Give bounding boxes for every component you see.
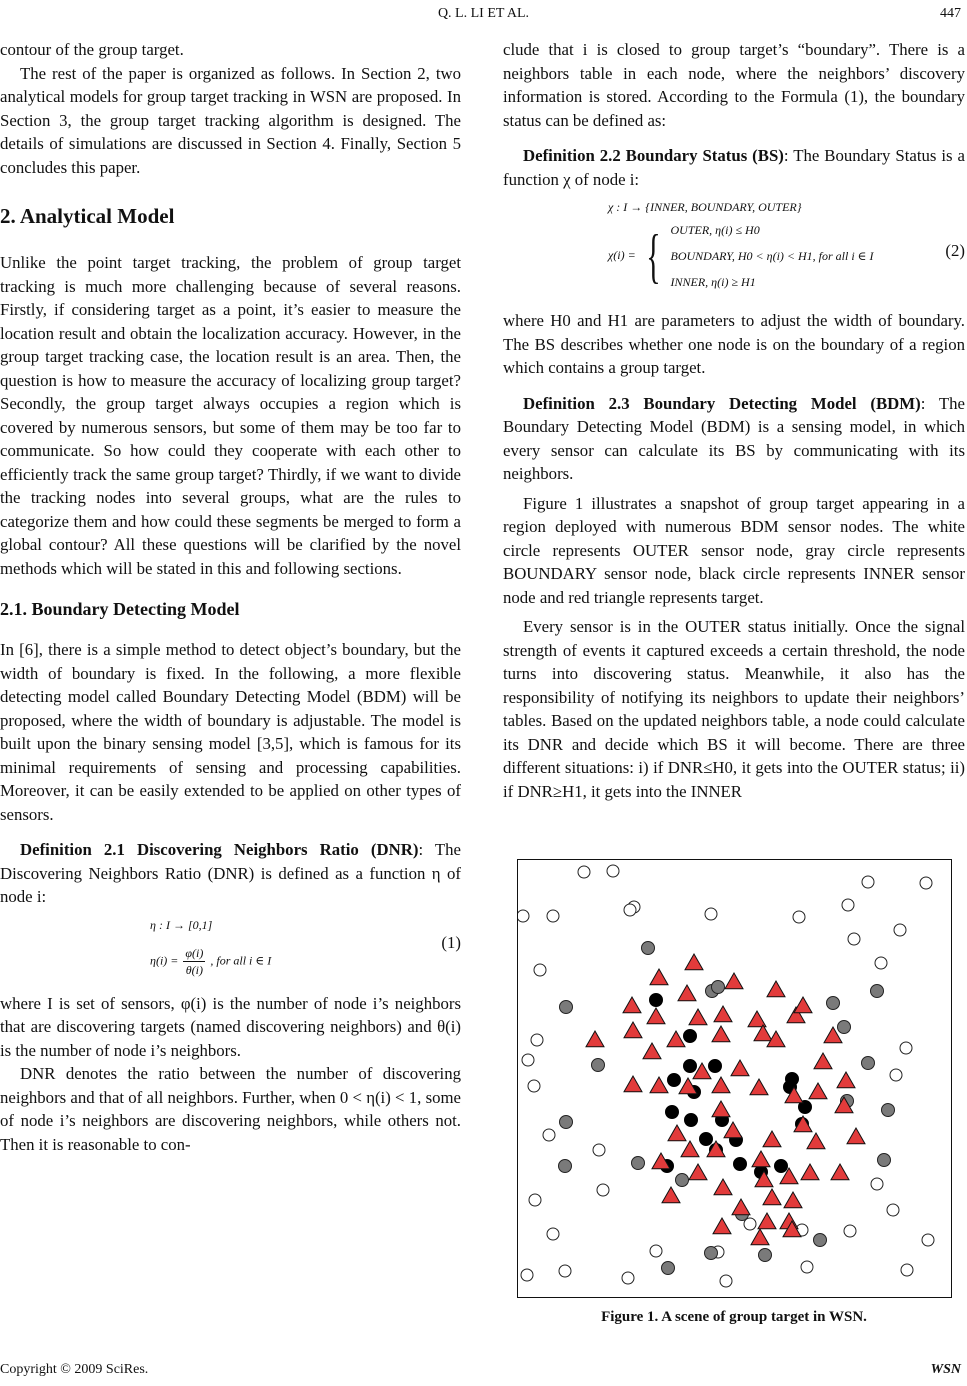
right-column	[503, 38, 965, 803]
outer-sensor-node	[890, 1069, 902, 1081]
boundary-sensor-node	[882, 1104, 895, 1117]
target-triangle	[837, 1072, 855, 1088]
journal-name: WSN	[930, 1362, 961, 1377]
outer-sensor-node	[875, 957, 887, 969]
target-triangle	[689, 1009, 707, 1025]
definition-2-1	[0, 838, 461, 909]
target-triangle	[681, 1141, 699, 1157]
equation-fraction	[183, 945, 205, 978]
target-triangle	[647, 1008, 665, 1024]
inner-sensor-node	[700, 1133, 713, 1146]
equation-number: (1)	[441, 932, 461, 952]
definition-label: Definition 2.3 Boundary Detecting Model (BDM)	[523, 393, 921, 413]
outer-sensor-node	[534, 964, 546, 976]
outer-sensor-node	[650, 1245, 662, 1257]
figure-caption: Figure 1. A scene of group target in WSN.	[601, 1309, 867, 1325]
boundary-sensor-node	[559, 1160, 572, 1173]
target-triangle	[689, 1164, 707, 1180]
target-triangle	[712, 1101, 730, 1117]
target-triangle	[847, 1128, 865, 1144]
boundary-sensor-node	[592, 1059, 605, 1072]
inner-sensor-node	[666, 1106, 679, 1119]
target-triangle	[750, 1079, 768, 1095]
boundary-sensor-node	[662, 1262, 675, 1275]
fraction-numerator: φ(i)	[185, 945, 204, 960]
outer-sensor-node	[920, 877, 932, 889]
outer-sensor-node	[720, 1275, 732, 1287]
equation-2	[608, 199, 965, 295]
boundary-sensor-node	[878, 1154, 891, 1167]
outer-sensor-node	[624, 904, 636, 916]
target-triangle	[732, 1199, 750, 1215]
outer-sensor-node	[801, 1261, 813, 1273]
outer-sensor-node	[518, 910, 529, 922]
target-triangle	[712, 1026, 730, 1042]
running-head: Q. L. LI ET AL.	[437, 6, 530, 21]
outer-sensor-node	[547, 910, 559, 922]
outer-sensor-node	[705, 908, 717, 920]
target-triangle	[623, 997, 641, 1013]
boundary-sensor-node	[642, 942, 655, 955]
equation-number: (2)	[945, 241, 965, 260]
outer-sensor-node	[622, 1272, 634, 1284]
outer-sensor-node	[593, 1144, 605, 1156]
target-triangle	[752, 1151, 770, 1167]
equation-line: η : I → [0,1]	[150, 917, 213, 932]
inner-sensor-node	[685, 1114, 698, 1127]
paragraph: The rest of the paper is organized as follows. In Section 2, two analytical models for group target tracking in WSN are proposed. In Section 3, the group target tracking algorithm is designed. The details of simulations are discussed in Section 4. Finally, Section 5 concludes this paper.	[0, 63, 461, 177]
target-triangle	[712, 1077, 730, 1093]
target-triangle	[801, 1164, 819, 1180]
outer-sensor-node	[531, 1034, 543, 1046]
outer-sensor-node	[901, 1264, 913, 1276]
inner-sensor-node	[775, 1160, 788, 1173]
paragraph: DNR denotes the ratio between the number of discovering neighbors and that of all neighbors. Further, when 0 < η(i) < 1, some of node i’s neighbors are discovering neighbors, while others not. Then it is reasonable to con-	[0, 1064, 461, 1154]
definition-2-2	[503, 144, 965, 191]
target-triangle	[754, 1025, 772, 1041]
target-triangle	[809, 1083, 827, 1099]
subsection-heading: 2.1. Boundary Detecting Model	[0, 599, 240, 619]
boundary-sensor-node	[814, 1234, 827, 1247]
definition-label: Definition 2.2 Boundary Status (BS)	[523, 146, 784, 165]
outer-sensor-node	[528, 1080, 540, 1092]
definition-text: : The Discovering Neighbors Ratio (DNR) is defined as a function η of node i:	[0, 840, 461, 906]
target-triangle	[763, 1131, 781, 1147]
equation-lhs: η(i) =	[150, 952, 179, 967]
target-triangle	[814, 1053, 832, 1069]
boundary-sensor-node	[827, 997, 840, 1010]
outer-sensor-node	[597, 1184, 609, 1196]
definition-2-3	[503, 392, 965, 486]
page-number: 447	[940, 6, 961, 21]
boundary-sensor-node	[759, 1249, 772, 1262]
target-triangle	[650, 1077, 668, 1093]
paragraph: contour of the group target.	[0, 40, 184, 59]
outer-sensor-node	[844, 1225, 856, 1237]
target-triangle	[685, 954, 703, 970]
copyright: Copyright © 2009 SciRes.	[0, 1362, 149, 1377]
target-triangle	[807, 1133, 825, 1149]
target-triangle	[714, 1006, 732, 1022]
paragraph: Every sensor is in the OUTER status initially. Once the signal strength of events it captured exceeds a certain threshold, the node turns into discovering status. Meanwhile, it also has the responsibility of notifying its neighbors to update their neighbors’ tables. Based on the updated neighbors table, a node could calculate its DNR and decide which BS it will become. There are three different situations: i) if DNR≤H0, it gets into the OUTER status; ii) if DNR≥H1, it gets into the INNER	[503, 617, 965, 801]
inner-sensor-node	[684, 1060, 697, 1073]
case-line: BOUNDARY, H0 < η(i) < H1, for all i ∈ I	[670, 249, 874, 263]
outer-sensor-node	[559, 1265, 571, 1277]
paragraph: Figure 1 illustrates a snapshot of group target appearing in a region deployed with numerous BDM sensor nodes. The white circle represents OUTER sensor node, gray circle represents BOUNDARY sensor node, black circle represents INNER sensor node and red triangle represents target.	[503, 493, 965, 607]
equation-cases	[671, 217, 874, 295]
case-line: INNER, η(i) ≥ H1	[670, 275, 756, 289]
target-triangle	[667, 1031, 685, 1047]
outer-sensor-node	[922, 1234, 934, 1246]
target-triangle	[624, 1076, 642, 1092]
target-triangle	[678, 985, 696, 1001]
outer-sensor-node	[871, 1178, 883, 1190]
outer-sensor-node	[522, 1054, 534, 1066]
inner-sensor-node	[668, 1074, 681, 1087]
paragraph: where I is set of sensors, φ(i) is the number of node i’s neighbors that are discovering targets (named discovering neighbors) and θ(i) is the number of node i’s neighbors.	[0, 993, 461, 1060]
definition-text: : The Boundary Status is a function χ of node i:	[503, 146, 965, 189]
case-line: OUTER, η(i) ≤ H0	[670, 223, 760, 237]
target-triangle	[643, 1043, 661, 1059]
paragraph: In [6], there is a simple method to detect object’s boundary, but the width of boundary is fixed. In the following, a more flexible detecting model called Boundary Detecting Model (BDM) will be proposed, where the width of boundary is adjustable. The model is built upon the binary sensing model [3,5], which is famous for its minimal requirements of sensing and processing capabilities. Moreover, it can be easily extended to be applied on other types of sensors.	[0, 640, 461, 824]
target-triangle	[784, 1192, 802, 1208]
outer-sensor-node	[578, 866, 590, 878]
outer-sensor-node	[793, 911, 805, 923]
outer-sensor-node	[862, 876, 874, 888]
target-triangle	[751, 1229, 769, 1245]
boundary-sensor-node	[862, 1057, 875, 1070]
boundary-sensor-node	[632, 1157, 645, 1170]
outer-sensor-node	[848, 933, 860, 945]
paragraph: Unlike the point target tracking, the problem of group target tracking is much more challenging because of several reasons. Firstly, if considering target as a point, it’s easier to measure the location result and obtain the localization accuracy. However, in the group target tracking case, the location result is an area. Then, the question is how to measure the accuracy of localizing group target? Secondly, the group target always occupies a region which is covered by numerous sensors, but some of them may be too far to communicate. So how could they cooperate with each other to efficiently track the same group target? Thirdly, if we want to divide the tracking nodes into several groups, what are the rules to categorize them and how could these segments be merged to form a global contour? All these questions will be clarified by the novel methods which will be stated in this and following sections.	[0, 253, 461, 578]
brace-icon: {	[645, 223, 661, 289]
inner-sensor-node	[734, 1158, 747, 1171]
boundary-sensor-node	[560, 1001, 573, 1014]
boundary-sensor-node	[871, 985, 884, 998]
figure-1-panel	[517, 859, 952, 1298]
target-triangle	[725, 973, 743, 989]
target-triangle	[763, 1189, 781, 1205]
outer-sensor-node	[887, 1204, 899, 1216]
outer-sensor-node	[529, 1194, 541, 1206]
definition-text: : The Boundary Detecting Model (BDM) is a sensing model, in which every sensor can calculate its BS by communicating with its neighbors.	[503, 393, 965, 483]
paragraph: clude that i is closed to group target’s “boundary”. There is a neighbors table in each node, where the neighbors’ discovery information is stored. According to the Formula (1), the boundary status can be defined as:	[503, 40, 965, 130]
target-triangle	[624, 1022, 642, 1038]
target-triangle	[794, 997, 812, 1013]
outer-sensor-node	[842, 899, 854, 911]
outer-sensor-node	[894, 924, 906, 936]
target-triangle	[731, 1060, 749, 1076]
outer-sensor-node	[543, 1129, 555, 1141]
paragraph: where H0 and H1 are parameters to adjust the width of boundary. The BS describes whether one node is on the boundary of a region which contains a group target.	[503, 311, 965, 377]
sensor-field-svg	[518, 860, 951, 1297]
inner-sensor-node	[709, 1060, 722, 1073]
outer-sensor-node	[521, 1269, 533, 1281]
definition-label: Definition 2.1 Discovering Neighbors Ratio (DNR)	[20, 840, 419, 859]
left-column	[0, 38, 461, 1156]
section-heading: 2. Analytical Model	[0, 204, 175, 228]
target-triangle	[662, 1187, 680, 1203]
page-header	[0, 6, 967, 28]
boundary-sensor-node	[705, 1247, 718, 1260]
target-triangle	[714, 1179, 732, 1195]
target-triangle	[668, 1125, 686, 1141]
target-triangle	[650, 969, 668, 985]
equation-1	[150, 917, 461, 978]
inner-sensor-node	[684, 1030, 697, 1043]
target-triangle	[713, 1218, 731, 1234]
boundary-sensor-node	[560, 1116, 573, 1129]
inner-sensor-node	[650, 994, 663, 1007]
boundary-sensor-node	[676, 1174, 689, 1187]
target-triangle	[831, 1164, 849, 1180]
target-triangle	[586, 1031, 604, 1047]
boundary-sensor-node	[838, 1021, 851, 1034]
outer-sensor-node	[607, 865, 619, 877]
boundary-sensor-node	[712, 981, 725, 994]
outer-sensor-node	[547, 1228, 559, 1240]
equation-line: χ : I → {INNER, BOUNDARY, OUTER}	[608, 200, 802, 214]
fraction-denominator: θ(i)	[185, 962, 203, 977]
target-triangle	[767, 981, 785, 997]
outer-sensor-node	[900, 1042, 912, 1054]
equation-condition: , for all i ∈ I	[210, 952, 272, 967]
equation-lhs: χ(i) =	[608, 247, 636, 262]
target-triangle	[748, 1011, 766, 1027]
target-triangle	[758, 1213, 776, 1229]
